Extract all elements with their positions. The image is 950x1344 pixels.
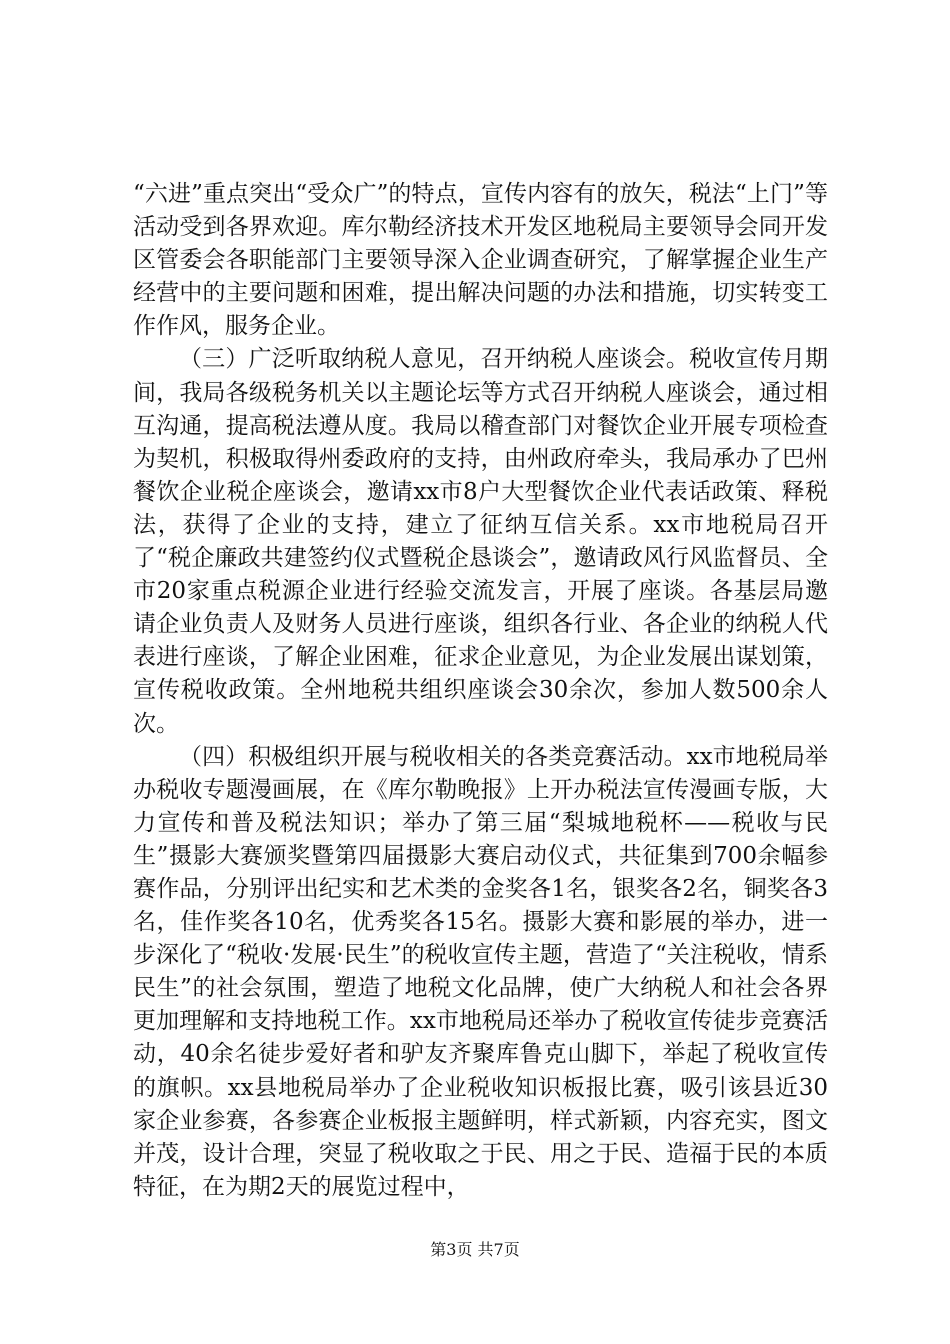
paragraph-section-three: （三）广泛听取纳税人意见，召开纳税人座谈会。税收宣传月期间，我局各级税务机关以主题论坛等方式召开纳税人座谈会，通过相互沟通，提高税法遵从度。我局以稽查部门对餐饮企业开展专项检查为契机，积极取得州委政府的支持，由州政府牵头，我局承办了巴州餐饮企业税企座谈会，邀请xx市8户大型餐饮企业代表话政策、释税法，获得了企业的支持，建立了征纳互信关系。xx市地税局召开了“税企廉政共建签约仪式暨税企恳谈会”，邀请政风行风监督员、全市20家重点税源企业进行经验交流发言，开展了座谈。各基层局邀请企业负责人及财务人员进行座谈，组织各行业、各企业的纳税人代表进行座谈，了解企业困难，征求企业意见，为企业发展出谋划策，宣传税收政策。全州地税共组织座谈会30余次，参加人数500余人次。 xyxy=(133,346,828,737)
paragraph-section-four: （四）积极组织开展与税收相关的各类竞赛活动。xx市地税局举办税收专题漫画展，在《库尔勒晚报》上开办税法宣传漫画专版，大力宣传和普及税法知识；举办了第三届“梨城地税杯——税收与民生”摄影大赛颁奖暨第四届摄影大赛启动仪式，共征集到700余幅参赛作品，分别评出纪实和艺术类的金奖各1名，银奖各2名，铜奖各3名，佳作奖各10名，优秀奖各15名。摄影大赛和影展的举办，进一步深化了“税收·发展·民生”的税收宣传主题，营造了“关注税收，情系民生”的社会氛围，塑造了地税文化品牌，使广大纳税人和社会各界更加理解和支持地税工作。xx市地税局还举办了税收宣传徒步竞赛活动，40余名徒步爱好者和驴友齐聚库鲁克山脚下，举起了税收宣传的旗帜。xx县地税局举办了企业税收知识板报比赛，吸引该县近30家企业参赛，各参赛企业板报主题鲜明，样式新颖，内容充实，图文并茂，设计合理，突显了税收取之于民、用之于民、造福于民的本质特征，在为期2天的展览过程中， xyxy=(133,743,828,1200)
document-body xyxy=(133,178,828,1204)
page-footer: 第3页 共7页 xyxy=(430,1240,520,1259)
paragraph-continuation: “六进”重点突出“受众广”的特点，宣传内容有的放矢，税法“上门”等活动受到各界欢迎。库尔勒经济技术开发区地税局主要领导会同开发区管委会各职能部门主要领导深入企业调查研究，了解掌握企业生产经营中的主要问题和困难，提出解决问题的办法和措施，切实转变工作作风，服务企业。 xyxy=(133,181,828,340)
